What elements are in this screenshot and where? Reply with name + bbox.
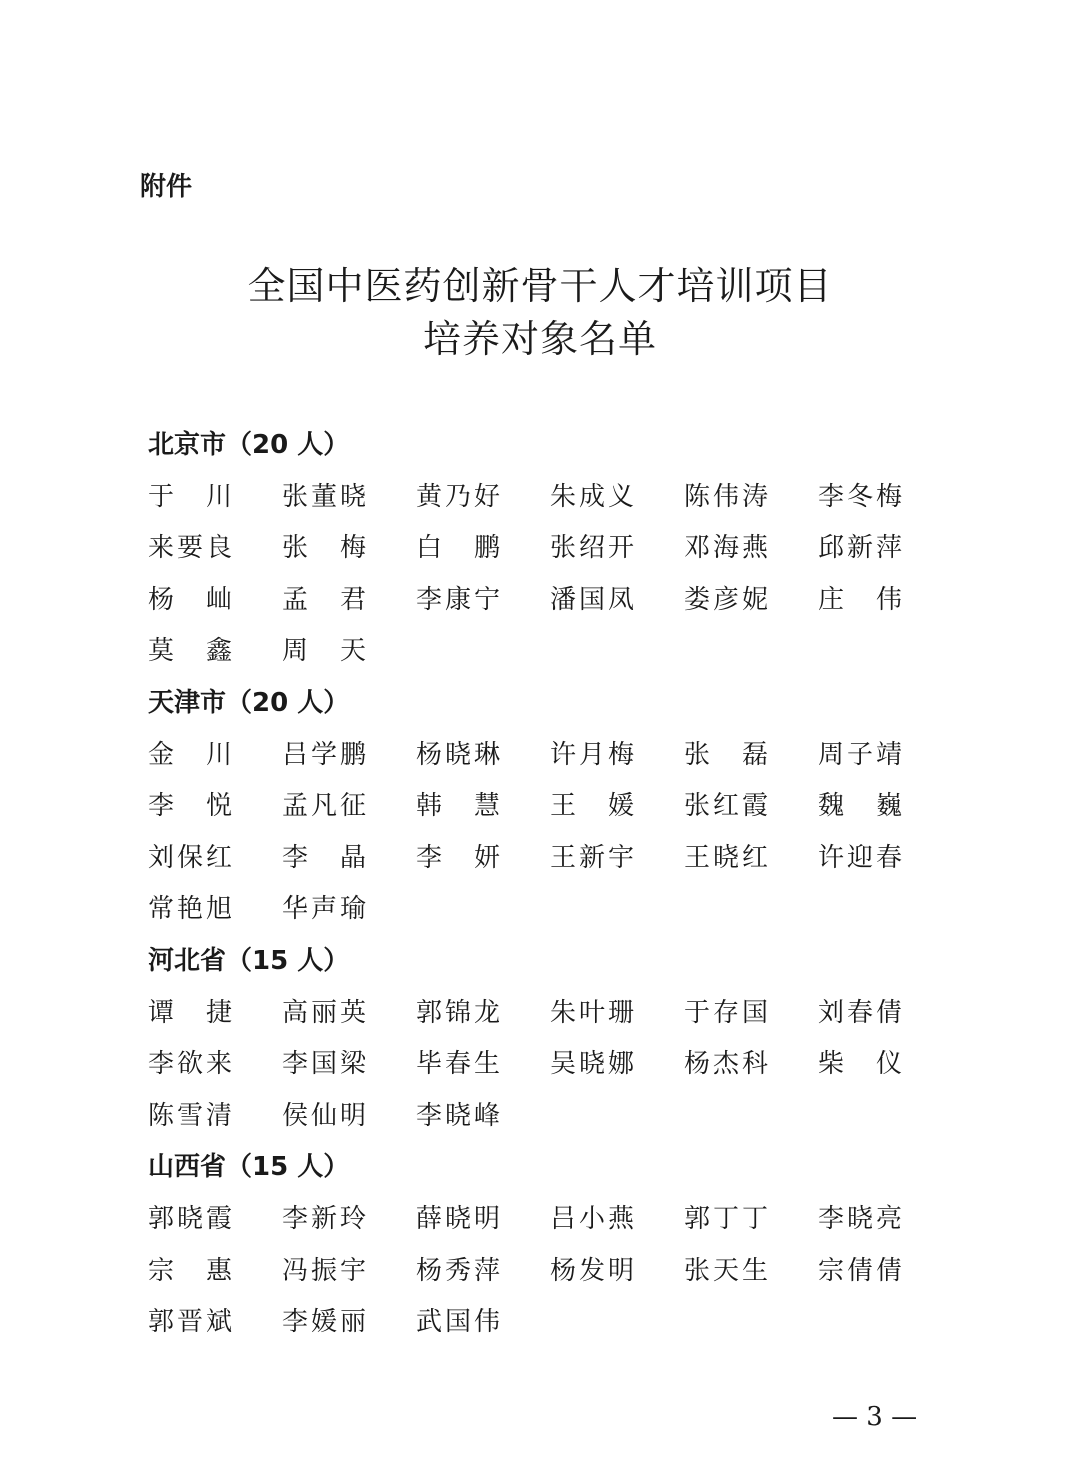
person-name: 孟凡征: [282, 791, 366, 822]
person-name: 李冬梅: [818, 481, 902, 512]
person-name: 孟 君: [282, 584, 366, 615]
person-name: 常艳旭: [148, 894, 232, 925]
attachment-label: 附件: [140, 172, 193, 202]
person-name: 许迎春: [818, 842, 902, 873]
person-name: 李康宁: [416, 584, 500, 615]
person-name: 朱叶珊: [550, 997, 634, 1028]
province-heading: 山西省（15 人）: [148, 1152, 350, 1183]
person-name: 陈雪清: [148, 1100, 232, 1131]
person-name: 郭晓霞: [148, 1203, 232, 1234]
person-name: 吕学鹏: [282, 739, 366, 770]
person-name: 于 川: [148, 481, 232, 512]
person-name: 杨 屾: [148, 584, 232, 615]
person-name: 郭晋斌: [148, 1307, 232, 1338]
person-name: 杨杰科: [684, 1049, 768, 1080]
province-heading: 河北省（15 人）: [148, 945, 350, 976]
person-name: 金 川: [148, 739, 232, 770]
province-heading: 北京市（20 人）: [148, 430, 350, 460]
person-name: 庄 伟: [818, 584, 902, 615]
person-name: 白 鹏: [416, 533, 500, 564]
person-name: 张 梅: [282, 533, 366, 564]
person-name: 张董晓: [282, 481, 366, 512]
name-roster: [148, 420, 928, 1349]
person-name: 郭丁丁: [684, 1203, 768, 1234]
person-name: 邓海燕: [684, 533, 768, 564]
person-name: 郭锦龙: [416, 997, 500, 1028]
person-name: 李媛丽: [282, 1307, 366, 1338]
person-name: 侯仙明: [282, 1100, 366, 1131]
person-name: 杨秀萍: [416, 1255, 500, 1286]
person-name: 韩 慧: [416, 791, 500, 822]
person-name: 宗倩倩: [818, 1255, 902, 1286]
province-section: [148, 678, 928, 936]
person-name: 谭 捷: [148, 997, 232, 1028]
person-name: 王 媛: [550, 791, 634, 822]
person-name: 刘春倩: [818, 997, 902, 1028]
person-name: 李欲来: [148, 1049, 232, 1080]
province-section: [148, 936, 928, 1142]
name-grid: [148, 730, 928, 936]
person-name: 冯振宇: [282, 1255, 366, 1286]
person-name: 杨晓琳: [416, 739, 500, 770]
person-name: 周子靖: [818, 739, 902, 770]
document-title: 全国中医药创新骨干人才培训项目: [247, 264, 833, 308]
person-name: 魏 巍: [818, 791, 902, 822]
person-name: 朱成义: [550, 481, 634, 512]
person-name: 张天生: [684, 1255, 768, 1286]
person-name: 张红霞: [684, 791, 768, 822]
person-name: 宗 惠: [148, 1255, 232, 1286]
person-name: 毕春生: [416, 1049, 500, 1080]
person-name: 李晓亮: [818, 1203, 902, 1234]
person-name: 李 晶: [282, 842, 366, 873]
person-name: 武国伟: [416, 1307, 500, 1338]
person-name: 李晓峰: [416, 1100, 500, 1131]
person-name: 周 天: [282, 636, 366, 667]
document-subtitle: 培养对象名单: [422, 317, 657, 361]
person-name: 于存国: [684, 997, 768, 1028]
person-name: 黄乃好: [416, 481, 500, 512]
page-number: — 3 —: [832, 1402, 918, 1432]
person-name: 张 磊: [684, 739, 768, 770]
person-name: 李 悦: [148, 791, 232, 822]
person-name: 莫 鑫: [148, 636, 232, 667]
name-grid: [148, 1194, 928, 1349]
name-grid: [148, 472, 928, 678]
person-name: 李 妍: [416, 842, 500, 873]
person-name: 许月梅: [550, 739, 634, 770]
province-section: [148, 1142, 928, 1348]
province-section: [148, 420, 928, 678]
person-name: 娄彦妮: [684, 584, 768, 615]
person-name: 杨发明: [550, 1255, 634, 1286]
person-name: 李新玲: [282, 1203, 366, 1234]
person-name: 高丽英: [282, 997, 366, 1028]
person-name: 邱新萍: [818, 533, 902, 564]
person-name: 薛晓明: [416, 1203, 500, 1234]
province-heading: 天津市（20 人）: [148, 687, 350, 718]
person-name: 华声瑜: [282, 894, 366, 925]
person-name: 王晓红: [684, 842, 768, 873]
person-name: 王新宇: [550, 842, 634, 873]
person-name: 张绍开: [550, 533, 634, 564]
person-name: 李国梁: [282, 1049, 366, 1080]
name-grid: [148, 988, 928, 1143]
person-name: 吕小燕: [550, 1203, 634, 1234]
person-name: 来要良: [148, 533, 232, 564]
person-name: 柴 仪: [818, 1049, 902, 1080]
person-name: 刘保红: [148, 842, 232, 873]
person-name: 陈伟涛: [684, 481, 768, 512]
person-name: 吴晓娜: [550, 1049, 634, 1080]
person-name: 潘国凤: [550, 584, 634, 615]
